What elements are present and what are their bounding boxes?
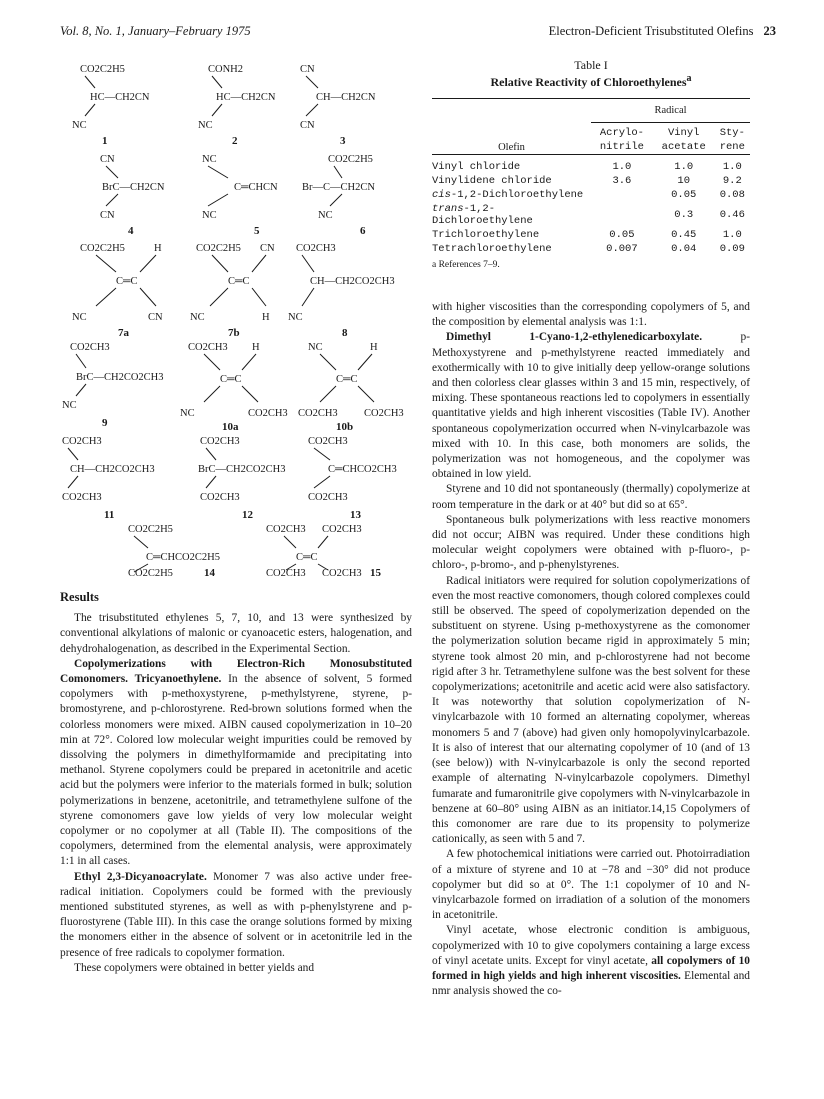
s10b-tr: H	[370, 342, 378, 353]
cell-acrylo	[591, 202, 653, 228]
paragraph: Spontaneous bulk polymerizations with less reactive monomers did not occur; AIBN was required. Under these conditions high molecular weight copolymers were obtained with p-fluoro-, p-chloro-, p-bromo-, and p-phenylstyrenes.	[432, 513, 750, 572]
results-heading: Results	[60, 590, 99, 604]
s14-mid: C═CHCO2C2H5	[146, 552, 220, 563]
s5-bot: NC	[202, 210, 217, 221]
table-title-sup: a	[686, 73, 692, 84]
s11-mid: CH—CH2CO2CH3	[70, 464, 155, 475]
th-vinyl-1: Vinyl	[653, 123, 715, 141]
s14-top: CO2C2H5	[128, 524, 173, 535]
s4-mid: BrC—CH2CN	[102, 182, 165, 193]
s1-bot: NC	[72, 120, 87, 131]
table-1	[432, 58, 750, 271]
cell-olefin: Vinylidene chloride	[432, 175, 552, 187]
table-label: Table I	[574, 58, 608, 72]
s9-top: CO2CH3	[70, 342, 110, 353]
table-row	[432, 228, 750, 242]
table-title	[432, 73, 750, 90]
s13-bot: CO2CH3	[308, 492, 348, 503]
s7a-br: CN	[148, 312, 163, 323]
structure-2	[198, 64, 276, 147]
th-radical: Radical	[591, 99, 750, 123]
paragraph-text: Elemental and nmr analysis showed the co-	[432, 969, 750, 998]
structure-5	[202, 154, 278, 237]
s15-cc: C═C	[296, 552, 318, 563]
table-row	[432, 242, 750, 256]
paragraph-text: p-Methoxystyrene and p-methylstyrene reacted immediately and exothermically with 10 to give initially deep yellow-orange solutions and then colorless clear glasses within 3 and 15 min, respectively, of mixing. These spontaneous reactions led to copolymers in essentially quantitative yields and high inherent viscosities (Table IV). Another spontaneous copolymerization occurred when N-vinylcarbazole was mixed with 10. In this case, both monomers are solids, the polymerization was not homogeneous, and the copolymer was obtained in low yield.	[432, 331, 750, 481]
table-title-text: Relative Reactivity of Chloroethylenes	[490, 75, 687, 89]
s15-bl: CO2CH3	[266, 568, 306, 578]
s7a-tl: CO2C2H5	[80, 243, 125, 254]
structure-12	[198, 436, 286, 521]
cell-sty: 0.46	[719, 209, 745, 221]
structure-10b	[298, 342, 404, 433]
s9-bot: NC	[62, 400, 77, 411]
table-row	[432, 202, 750, 228]
s7a-num: 7a	[118, 327, 129, 339]
paragraph-heading: Copolymerizations with Electron-Rich Monosubstituted Comonomers. Tricyanoethylene.	[60, 657, 412, 686]
s10b-cc: C═C	[336, 374, 358, 385]
s11-top: CO2CH3	[62, 436, 102, 447]
s3-top: CN	[300, 64, 315, 75]
s14-bot: CO2C2H5	[128, 568, 173, 578]
th-vinyl-2: acetate	[661, 141, 706, 153]
s13-mid: C═CHCO2CH3	[328, 464, 397, 475]
s4-num: 4	[128, 225, 134, 237]
structure-8	[288, 243, 395, 339]
s11-bot: CO2CH3	[62, 492, 102, 503]
s5-num: 5	[254, 225, 260, 237]
s5-mid: C═CHCN	[234, 182, 278, 193]
cell-acrylo: 3.6	[612, 175, 632, 187]
s4-top: CN	[100, 154, 115, 165]
running-header-right	[549, 24, 776, 39]
structure-9	[62, 342, 164, 429]
s9-num: 9	[102, 417, 108, 429]
s7b-cc: C═C	[228, 276, 250, 287]
s9-mid: BrC—CH2CO2CH3	[76, 372, 164, 383]
page-number: 23	[763, 24, 776, 38]
cell-olefin-text: -1,2-Dichloroethylene	[432, 203, 533, 227]
structure-14	[128, 524, 220, 578]
s6-top: CO2C2H5	[328, 154, 373, 165]
paragraph-text: Vinyl acetate, whose electronic condition is ambiguous, copolymerized with 10 to give copolymers containing a large excess of vinyl acetate units. Except for vinyl acetate,	[432, 924, 750, 967]
structure-13	[308, 436, 397, 521]
cell-vinyl: 0.3	[674, 209, 694, 221]
structure-7b	[190, 243, 275, 339]
s3-mid: CH—CH2CN	[316, 92, 376, 103]
s14-num: 14	[204, 567, 215, 578]
cell-vinyl: 10	[677, 175, 691, 187]
table-footnote: a References 7–9.	[432, 260, 500, 270]
running-header-title: Electron-Deficient Trisubstituted Olefins	[548, 24, 754, 38]
s12-bot: CO2CH3	[200, 492, 240, 503]
table-row	[432, 155, 591, 175]
s4-bot: CN	[100, 210, 115, 221]
s7b-num: 7b	[228, 327, 240, 339]
s2-bot: NC	[198, 120, 213, 131]
cell-vinyl: 0.05	[671, 189, 697, 201]
s15-num: 15	[370, 567, 381, 578]
s8-bot: NC	[288, 312, 303, 323]
s7b-tr: CN	[260, 243, 275, 254]
cell-olefin-italic: trans	[432, 203, 464, 215]
structure-4	[100, 154, 165, 237]
paragraph: Styrene and 10 did not spontaneously (thermally) copolymerize at room temperature in the dark or at 40° but did so at 65°.	[432, 483, 750, 511]
th-acrylo-1: Acrylo-	[591, 123, 653, 141]
cell-vinyl: 0.04	[671, 243, 697, 255]
s5-top: NC	[202, 154, 217, 165]
cell-olefin: Tetrachloroethylene	[432, 243, 552, 255]
left-column	[60, 590, 412, 976]
s10a-br: CO2CH3	[248, 408, 288, 419]
cell-acrylo: 1.0	[612, 161, 632, 173]
structure-6	[302, 154, 375, 237]
s15-tl: CO2CH3	[266, 524, 306, 535]
s6-mid: Br—C—CH2CN	[302, 182, 375, 193]
paragraph: These copolymers were obtained in better yields and	[74, 961, 315, 974]
cell-sty: 0.09	[719, 243, 745, 255]
cell-olefin-italic: cis	[432, 189, 451, 201]
s1-top: CO2C2H5	[80, 64, 125, 75]
paragraph: The trisubstituted ethylenes 5, 7, 10, and 13 were synthesized by conventional alkylations of malonic or cyanoacetic esters, halogenation, and dehydrohalogenation, as described in the Experimental Section.	[60, 612, 412, 655]
structure-15	[266, 524, 382, 578]
cell-olefin: Trichloroethylene	[432, 229, 540, 241]
s2-mid: HC—CH2CN	[216, 92, 276, 103]
running-header-left: Vol. 8, No. 1, January–February 1975	[60, 24, 251, 38]
s13-top: CO2CH3	[308, 436, 348, 447]
s7b-tl: CO2C2H5	[196, 243, 241, 254]
s12-num: 12	[242, 509, 253, 521]
s7b-br: H	[262, 312, 270, 323]
paragraph	[432, 923, 750, 999]
structure-11	[62, 436, 155, 521]
cell-olefin	[432, 202, 591, 228]
cell-vinyl: 1.0	[674, 161, 694, 173]
table-row	[432, 188, 750, 202]
cell-acrylo: 0.05	[609, 229, 635, 241]
paragraph	[60, 870, 412, 961]
th-olefin: Olefin	[498, 141, 525, 153]
s2-num: 2	[232, 135, 238, 147]
s10b-tl: NC	[308, 342, 323, 353]
s7b-bl: NC	[190, 312, 205, 323]
s10b-num: 10b	[336, 421, 354, 433]
cell-sty: 1.0	[722, 161, 742, 173]
table-grid	[432, 98, 750, 271]
s7a-tr: H	[154, 243, 162, 254]
th-sty-1: Sty-	[715, 123, 750, 141]
s1-mid: HC—CH2CN	[90, 92, 150, 103]
cell-sty: 9.2	[722, 175, 742, 187]
th-sty-2: rene	[719, 141, 745, 153]
s10a-bl: NC	[180, 408, 195, 419]
paragraph: Radical initiators were required for solution copolymerizations of even the most reactive comonomers, though colored complexes could still be observed. The speed of copolymerization depended on the substituent on styrene. Using p-methoxystyrene as the comonomer the polymerization solution became rigid in approximately 5 min; styrene took almost 20 min, and p-chlorostyrene had not become rigid after 3 hr. Tetramethylene sulfone was the best solvent for these copolymerizations; acetonitrile and acetic acid were also satisfactory. It was noteworthy that solution copolymerization of N-vinylcarbazole with 10 formed an alternating copolymer, whereas monomers 5 and 7 (above) had given only homopolyvinylcarbazole. It is also of interest that our alternating copolymer of 10 (and of 13 (see below)) with N-vinylcarbazole is only the second reported example of alternating N-vinylcarbazole copolymers. Dimethyl fumarate and fumaronitrile give copolymers with N-vinylcarbazole in benzene at 60–80° using AIBN as an initiator.14,15 Copolymers of this comonomer are rare due to its propensity to polymerize cationically, as seen with 5 and 7.	[432, 574, 750, 846]
s2-top: CONH2	[208, 64, 244, 75]
paragraph-text: Monomer 7 was also active under free-radical initiation. Copolymers could be formed with the previously mentioned substituted styrenes, as well as with p-phenylstyrene and p-fluorostyrene (Table III). In this case the orange solutions formed by mixing the monomers either in the absence of solvent or in acetonitrile led in the presence of free radicals to copolymer formation.	[60, 870, 412, 959]
structure-1	[72, 64, 150, 147]
cell-acrylo: 0.007	[606, 243, 638, 255]
th-acrylo-2: nitrile	[599, 141, 644, 153]
s11-num: 11	[104, 509, 115, 521]
structure-7a	[72, 243, 163, 339]
paragraph: with higher viscosities than the corresponding copolymers of 5, and the composition by elemental analysis was 1:1.	[432, 301, 750, 329]
paragraph-heading: Ethyl 2,3-Dicyanoacrylate.	[74, 870, 207, 883]
s7a-bl: NC	[72, 312, 87, 323]
s6-num: 6	[360, 225, 366, 237]
s7a-cc: C═C	[116, 276, 138, 287]
s8-top: CO2CH3	[296, 243, 336, 254]
s10a-cc: C═C	[220, 374, 242, 385]
cell-olefin-text: -1,2-Dichloroethylene	[450, 189, 584, 201]
structure-10a	[180, 342, 288, 433]
cell-acrylo	[591, 188, 653, 202]
s8-num: 8	[342, 327, 348, 339]
structure-3	[300, 64, 376, 147]
right-column	[432, 300, 750, 999]
s15-tr: CO2CH3	[322, 524, 362, 535]
cell-vinyl: 0.45	[671, 229, 697, 241]
s10a-tl: CO2CH3	[188, 342, 228, 353]
paragraph	[432, 330, 750, 482]
s10b-bl: CO2CH3	[298, 408, 338, 419]
s3-num: 3	[340, 135, 346, 147]
s12-mid: BrC—CH2CO2CH3	[198, 464, 286, 475]
structure-scheme	[40, 58, 435, 578]
cell-sty: 1.0	[722, 229, 742, 241]
paragraph: A few photochemical initiations were carried out. Photoirradiation of a mixture of styrene and 10 at −78 and −30° did not produce copolymer but did so at 0°. The 1:1 copolymer of 10 and N-vinylcarbazole formed on irradiation of a solution of the monomers in acetonitrile.	[432, 848, 750, 922]
s10b-br: CO2CH3	[364, 408, 404, 419]
s10a-tr: H	[252, 342, 260, 353]
s1-num: 1	[102, 135, 108, 147]
s6-bot: NC	[318, 210, 333, 221]
s15-br: CO2CH3	[322, 568, 362, 578]
s10a-num: 10a	[222, 421, 239, 433]
paragraph-heading: Dimethyl 1-Cyano-1,2-ethylenedicarboxylate.	[446, 331, 703, 344]
s12-top: CO2CH3	[200, 436, 240, 447]
structure-svg	[40, 58, 435, 578]
cell-olefin: Vinyl chloride	[432, 161, 521, 173]
paragraph	[60, 657, 412, 870]
paragraph-text: In the absence of solvent, 5 formed copolymers with p-methoxystyrene, p-methylstyrene, styrene, p-bromostyrene, and p-chlorostyrene. Red-brown solutions formed when the colorless monomers were mixed. AIBN caused copolymerization in 10–20 min at 72°. Colored low molecular weight impurities could be removed by dissolving the polymers in dimethylformamide and precipitating into methanol. Styrene copolymers could be prepared in acetonitrile and acetic acid but the polymers were inferior to the materials formed in bulk; solution polymerizations in benzene, acetonitrile, and tetramethylene sulfone of the styrene comonomers gave low yields of very low molecular weight copolymer or no copolymer at all (Table II). The compositions of the copolymers, determined from the elemental analysis, were approximately 1:1 in all cases.	[60, 673, 412, 868]
cell-sty: 0.08	[719, 189, 745, 201]
s13-num: 13	[350, 509, 361, 521]
cell-olefin	[432, 188, 591, 202]
table-row	[432, 174, 750, 188]
paragraph-bold: all copolymers of 10 formed in high yields and high inherent viscosities.	[432, 954, 750, 982]
s3-bot: CN	[300, 120, 315, 131]
s8-mid: CH—CH2CO2CH3	[310, 276, 395, 287]
